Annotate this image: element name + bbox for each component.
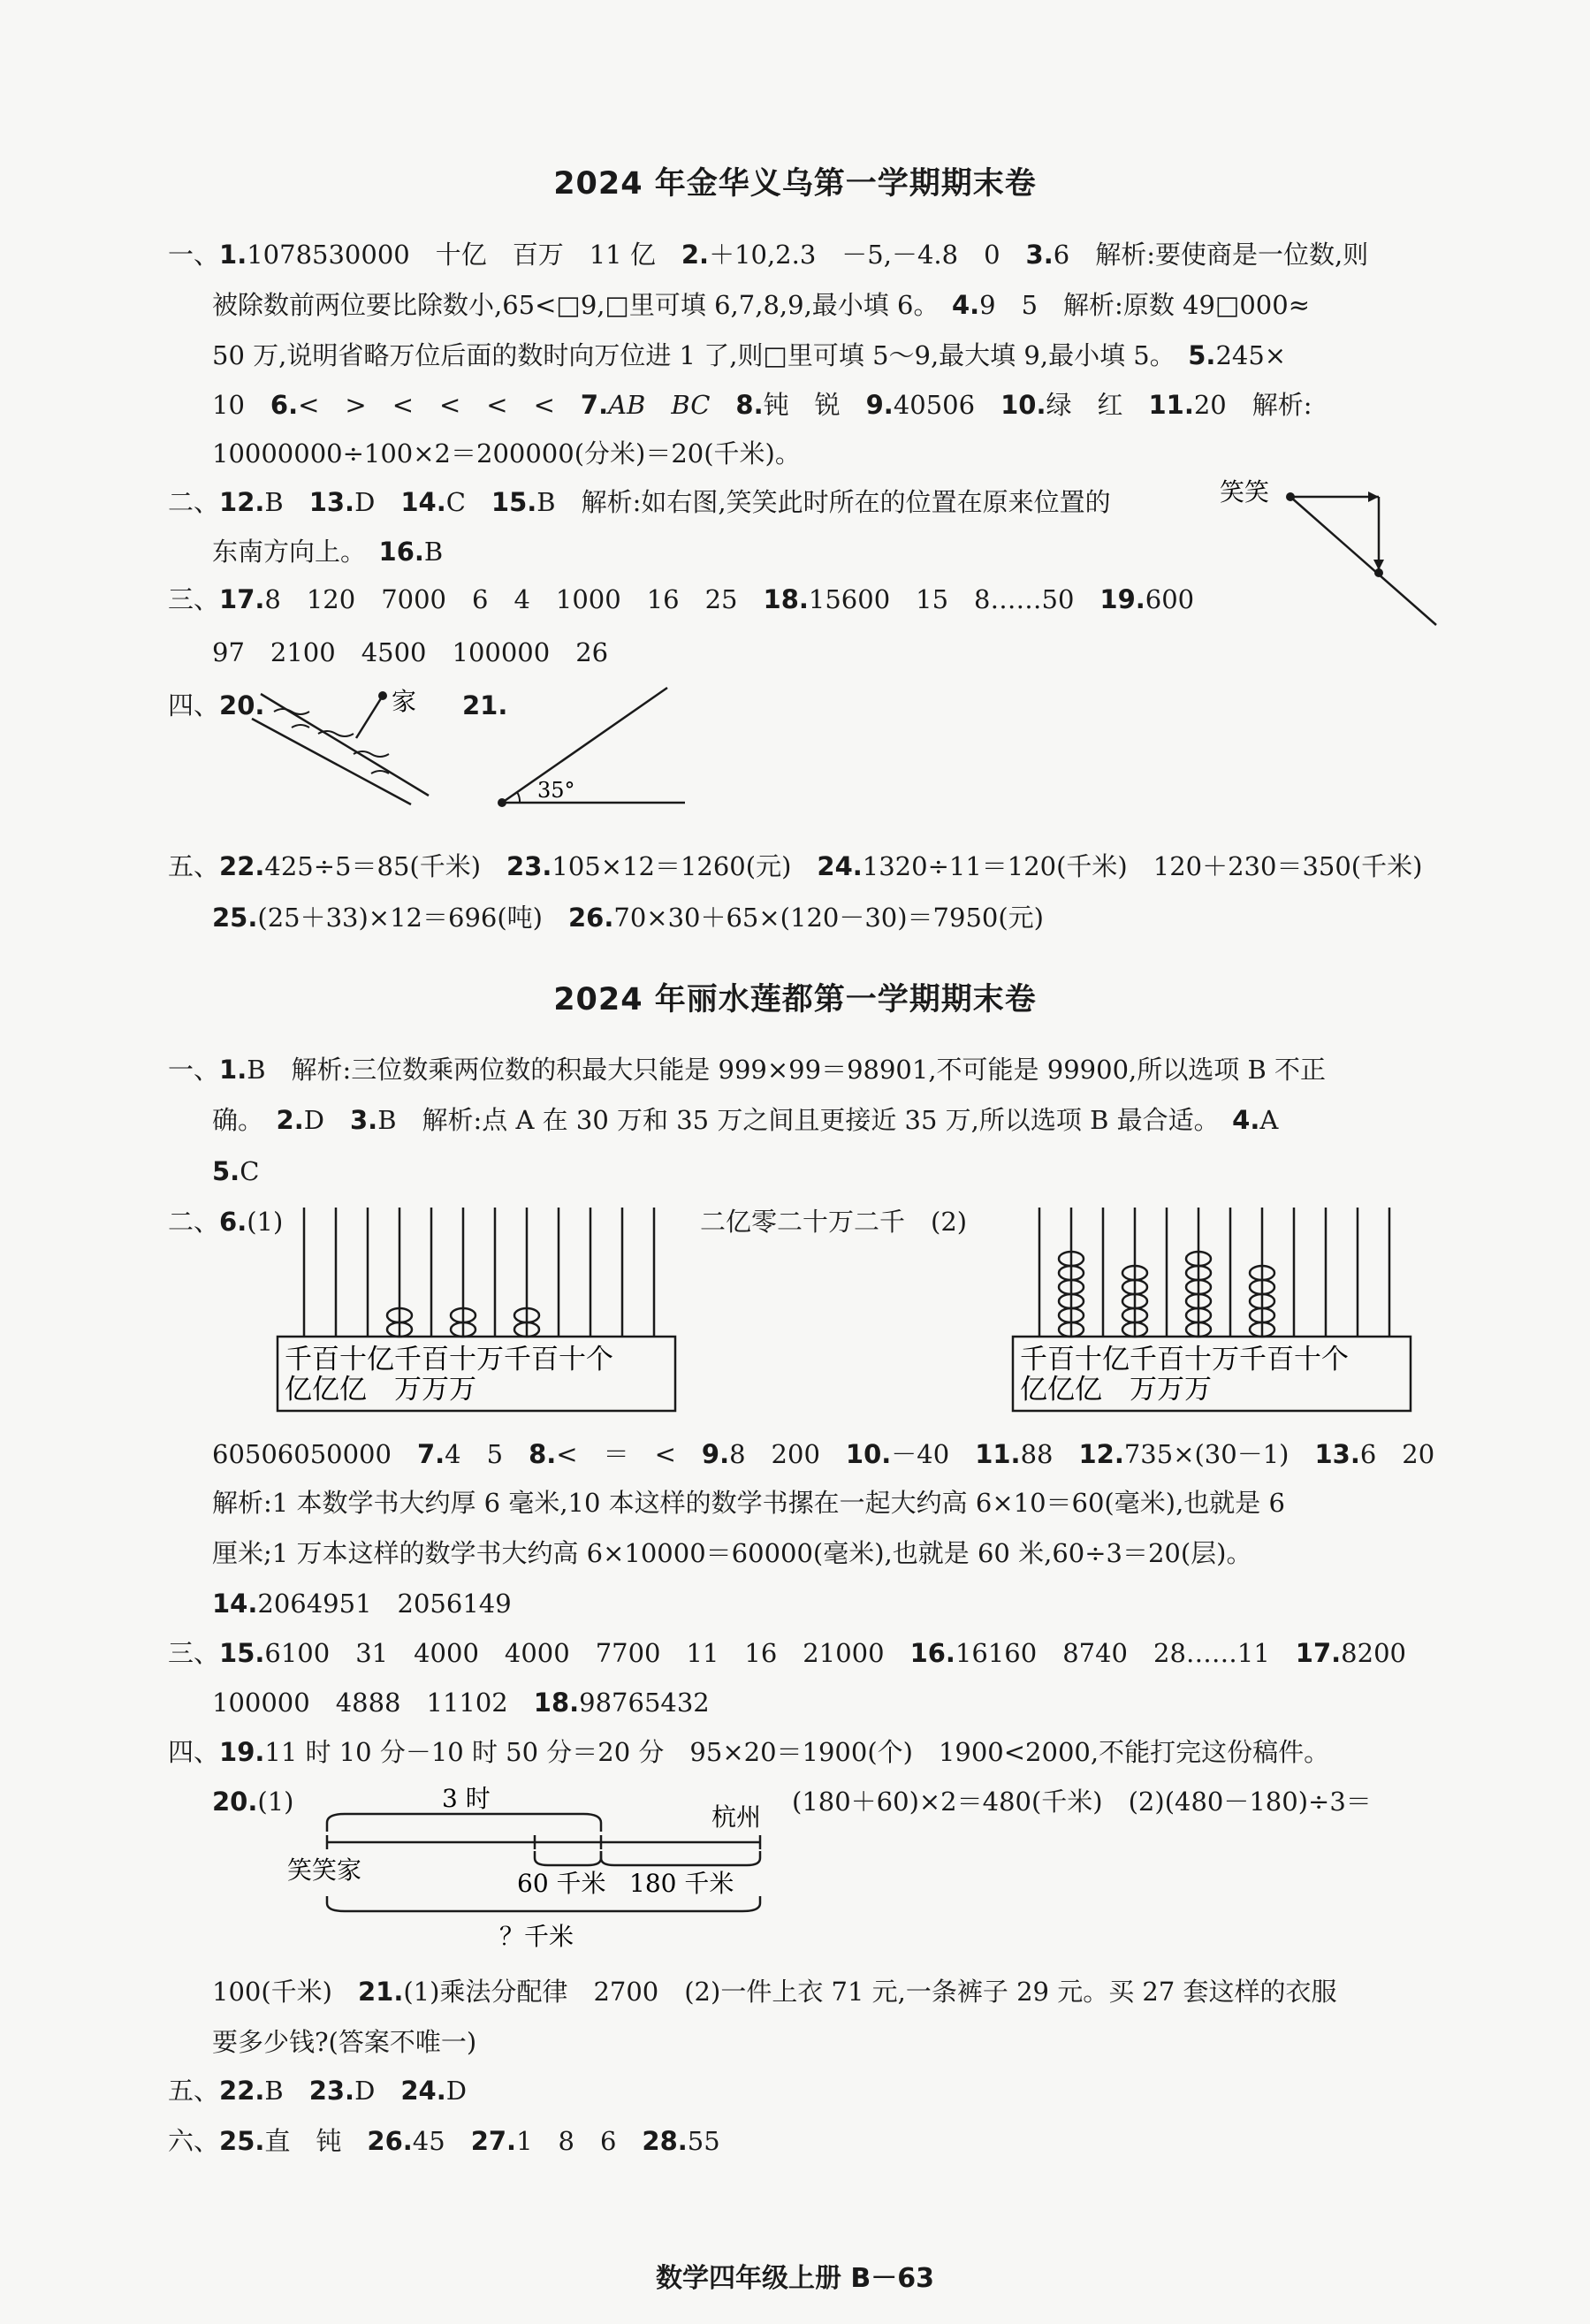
segment-brace-180 (601, 1851, 760, 1865)
exam1-s5-line1: 五、22.425÷5＝85(千米) 23.105×12＝1260(元) 24.1320÷11＝120(千米) 120＋230＝350(千米) (168, 851, 1423, 881)
exam2-s5-line1: 五、22.B 23.D 24.D (168, 2076, 467, 2106)
distance-figure (283, 1777, 778, 1954)
exam1-s1-line2: 被除数前两位要比除数小,65<□9,□里可填 6,7,8,9,最小填 6。 4.9 5 解析:原数 49□000≈ (212, 290, 1310, 320)
exam2-s1-line1: 一、1.B 解析:三位数乘两位数的积最大只能是 999×99＝98901,不可能是 99900,所以选项 B 不正 (168, 1055, 1326, 1085)
home-point (378, 691, 387, 700)
exam2-s3-line2: 100000 4888 11102 18.98765432 (212, 1688, 710, 1718)
exam1-title: 2024 年金华义乌第一学期期末卷 (553, 166, 1037, 202)
total-brace (327, 1896, 760, 1911)
exam1-s1-line5: 10000000÷100×2＝200000(分米)＝20(千米)。 (212, 438, 801, 469)
exam2-s4-line4: 要多少钱?(答案不唯一) (212, 2027, 477, 2057)
xiaoxiao-label: 笑笑 (1220, 477, 1270, 507)
exam1-s2-line2: 东南方向上。 16.B (212, 537, 444, 567)
distance-60-label: 60 千米 (517, 1869, 606, 1898)
exam2-s4-line2b: (180＋60)×2＝480(千米) (2)(480－180)÷3＝ (792, 1787, 1372, 1817)
distance-180-label: 180 千米 (629, 1869, 734, 1898)
abacus-2 (1009, 1204, 1416, 1416)
exam2-s2-line1: 二、6.(1) (168, 1207, 284, 1237)
exam2-title: 2024 年丽水莲都第一学期期末卷 (553, 982, 1037, 1017)
exam2-s2-line2: 60506050000 7.4 5 8.< ＝ < 9.8 200 10.－40 11.88 12.735×(30－1) 13.6 20 (212, 1439, 1435, 1469)
exam1-s1-line4: 10 6.< > < < < < 7.AB BC 8.钝 锐 9.40506 10.绿 红 11.20 解析: (212, 390, 1312, 420)
angle-vertex (498, 798, 506, 807)
segment-brace-60 (535, 1851, 601, 1865)
exam2-s1-line2: 确。 2.D 3.B 解析:点 A 在 30 万和 35 万之间且更接近 35 万,所以选项 B 最合适。 4.A (212, 1105, 1279, 1135)
southeast-line (1290, 497, 1436, 625)
exam2-s4-line3: 100(千米) 21.(1)乘法分配律 2700 (2)一件上衣 71 元,一条裤子 29 元。买 27 套这样的衣服 (212, 1977, 1337, 2007)
angle-arc (517, 792, 520, 803)
total-distance-label: ？千米 (499, 1922, 574, 1951)
abacus-place-labels-2: 亿亿亿 万万万 (285, 1374, 476, 1406)
time-brace (327, 1814, 601, 1832)
angle-ray-slanted (502, 688, 667, 803)
exam2-s4-line2a: 20.(1) (212, 1787, 294, 1817)
exam1-s4-line1: 四、20. (168, 690, 265, 720)
exam2-s4-line1: 四、19.11 时 10 分－10 时 50 分＝20 分 95×20＝1900(个) 1900<2000,不能打完这份稿件。 (168, 1737, 1330, 1767)
exam2-s1-line3: 5.C (212, 1156, 260, 1186)
exam2-s6-line1: 六、25.直 钝 26.45 27.1 8 6 28.55 (168, 2126, 720, 2156)
river-figure (252, 685, 455, 809)
abacus-1 (274, 1204, 681, 1416)
exam2-s3-line1: 三、15.6100 31 4000 4000 7700 11 16 21000 16.16160 8740 28……11 17.8200 (168, 1638, 1406, 1668)
water-waves (274, 709, 389, 773)
shortest-path-line (356, 696, 383, 738)
exam1-s2-line1: 二、12.B 13.D 14.C 15.B 解析:如右图,笑笑此时所在的位置在原来位置的 (168, 487, 1111, 517)
exam1-s1-line3: 50 万,说明省略万位后面的数时向万位进 1 了,则□里可填 5～9,最大填 9,最小填 5。 5.245× (212, 340, 1287, 370)
time-label: 3 时 (442, 1784, 491, 1813)
exam1-s4-q21: 21. (462, 690, 508, 720)
exam2-s2-answer1: 二亿零二十万二千 (2) (700, 1207, 968, 1237)
home-label: 家 (392, 687, 417, 716)
home-label: 笑笑家 (287, 1855, 362, 1885)
exam1-s1-line1: 一、1.1078530000 十亿 百万 11 亿 2.＋10,2.3 －5,－4.8 0 3.6 解析:要使商是一位数,则 (168, 240, 1369, 270)
abacus-place-labels: 千百十亿千百十万千百十个 (285, 1344, 613, 1375)
exam1-s5-line2: 25.(25＋33)×12＝696(吨) 26.70×30＋65×(120－30)＝7950(元) (212, 903, 1044, 933)
abacus-place-labels: 千百十亿千百十万千百十个 (1020, 1344, 1349, 1375)
exam1-s3-line2: 97 2100 4500 100000 26 (212, 637, 609, 667)
exam1-s3-line1: 三、17.8 120 7000 6 4 1000 16 25 18.15600 15 8……50 19.600 (168, 584, 1195, 614)
abacus-rods (304, 1208, 654, 1337)
abacus-place-labels-2: 亿亿亿 万万万 (1020, 1374, 1212, 1406)
arrow-head-icon (1368, 491, 1379, 502)
exam2-s2-line3: 解析:1 本数学书大约厚 6 毫米,10 本这样的数学书摞在一起大约高 6×10＝60(毫米),也就是 6 (212, 1488, 1285, 1518)
exam2-s2-line4: 厘米;1 万本这样的数学书大约高 6×10000＝60000(毫米),也就是 60 米,60÷3＝20(层)。 (212, 1538, 1252, 1568)
footer-subject: 数学四年级上册 (655, 2263, 841, 2294)
abacus-rods (1039, 1208, 1389, 1337)
direction-figure (1220, 477, 1449, 632)
exam2-s2-line5: 14.2064951 2056149 (212, 1589, 512, 1619)
page-footer (0, 2256, 1590, 2295)
angle-label: 35° (537, 778, 575, 803)
footer-page-number: B－63 (850, 2263, 935, 2294)
angle-figure (495, 685, 698, 809)
hangzhou-label: 杭州 (711, 1802, 762, 1832)
